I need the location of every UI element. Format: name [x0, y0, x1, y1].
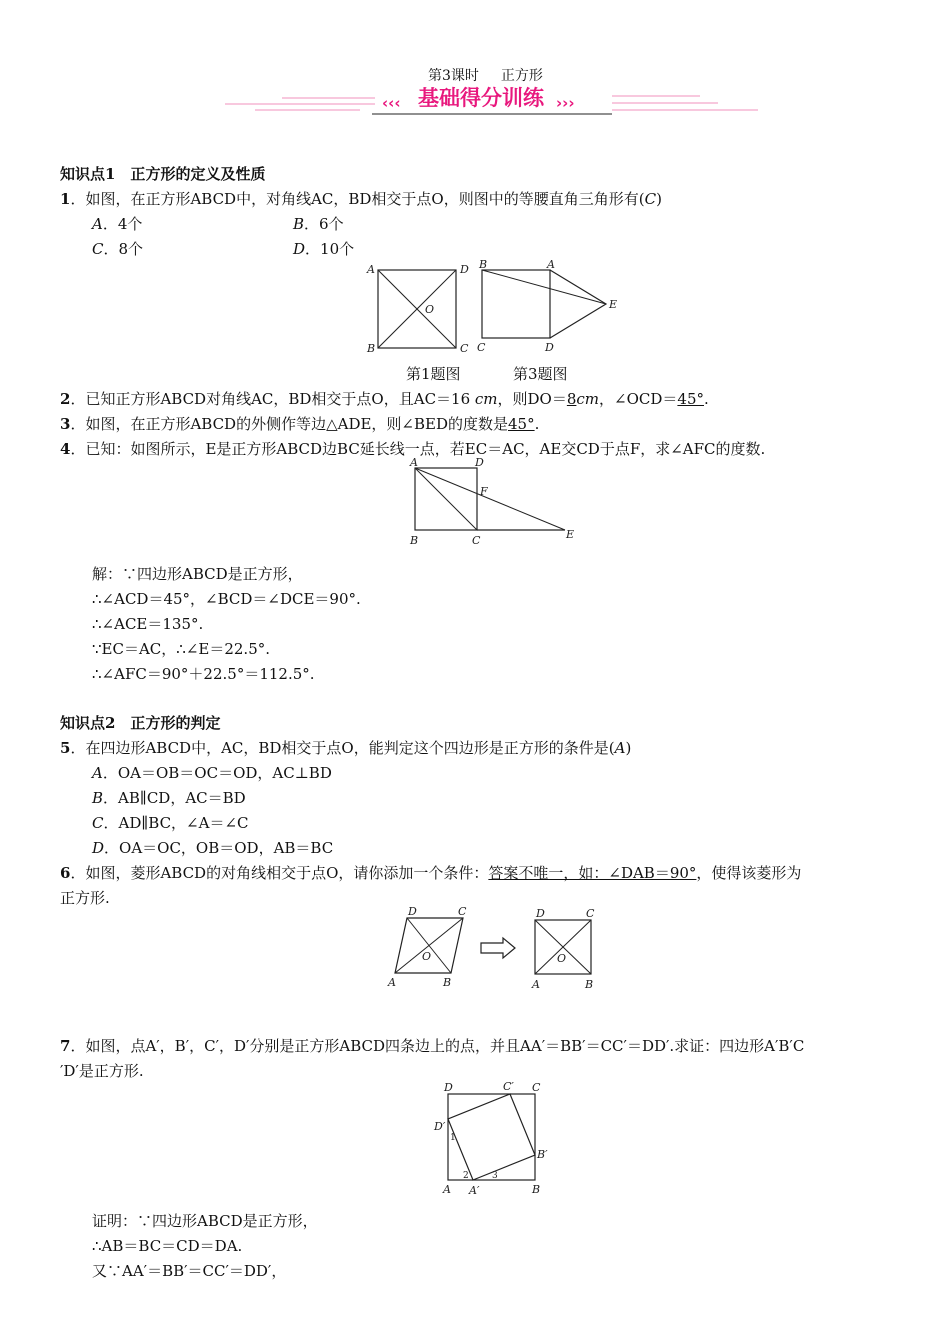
fig7-label-b1: B′ — [537, 1148, 548, 1161]
fig7-label-c: C — [532, 1081, 541, 1094]
q1-option-b: B．6个 — [293, 215, 344, 233]
q2-answer-1: 8 — [566, 390, 577, 408]
question-6-continued: 正方形. — [60, 889, 110, 907]
fig6-rhombus-label-o: O — [422, 950, 432, 963]
figure-1-caption: 第1题图 — [406, 365, 461, 383]
fig7-label-c1: C′ — [503, 1080, 514, 1093]
figure-1 — [360, 262, 480, 357]
q1-option-d: D．10个 — [293, 240, 355, 258]
fig3-label-d: D — [545, 341, 554, 354]
figure-3 — [472, 258, 627, 356]
question-2: 2．已知正方形ABCD对角线AC，BD相交于点O，且AC＝16 cm，则DO＝8cm，∠OCD＝45°. — [60, 390, 709, 408]
fig3-label-b: B — [479, 258, 488, 271]
fig6-square-label-d: D — [536, 907, 545, 920]
section-1-title: 知识点1 正方形的定义及性质 — [60, 165, 266, 183]
section-2-title: 知识点2 正方形的判定 — [60, 714, 221, 732]
fig7-label-b: B — [532, 1183, 541, 1196]
question-6: 6．如图，菱形ABCD的对角线相交于点O，请你添加一个条件：答案不唯一，如：∠DAB＝90°，使得该菱形为 — [60, 864, 802, 882]
fig1-label-c: C — [460, 342, 469, 355]
lesson-number: 第3课时 — [428, 68, 479, 84]
proof-line: ∴AB＝BC＝CD＝DA. — [92, 1237, 243, 1255]
question-4: 4．已知：如图所示，E是正方形ABCD边BC延长线一点，若EC＝AC，AE交CD于点F，求∠AFC的度数. — [60, 440, 766, 458]
fig6-square-label-o: O — [557, 952, 567, 965]
fig6-rhombus-label-a: A — [388, 976, 396, 989]
q1-option-a: A．4个 — [92, 215, 143, 233]
q3-answer: 45° — [508, 415, 535, 433]
figure-6 — [385, 902, 610, 994]
fig1-label-a: A — [367, 263, 375, 276]
fig4-label-f: F — [480, 485, 488, 498]
solution-line: ∴∠ACE＝135°. — [92, 615, 204, 633]
q5-option-a: A．OA＝OB＝OC＝OD，AC⊥BD — [92, 764, 332, 782]
figure-4 — [405, 456, 585, 548]
arrow-right-icon — [481, 938, 515, 958]
fig1-label-d: D — [460, 263, 469, 276]
fig6-square-label-b: B — [585, 978, 594, 991]
fig3-label-a: A — [547, 258, 555, 271]
q5-option-b: B．AB∥CD，AC＝BD — [92, 789, 246, 807]
fig7-angle-3: 3 — [492, 1171, 498, 1181]
fig6-rhombus-label-c: C — [458, 905, 467, 918]
question-7-continued: ′D′是正方形. — [60, 1062, 144, 1080]
fig7-label-d1: D′ — [434, 1120, 446, 1133]
figure-3-caption: 第3题图 — [513, 365, 568, 383]
solution-line: ∴∠AFC＝90°＋22.5°＝112.5°. — [92, 665, 315, 683]
q6-answer: 答案不唯一，如：∠DAB＝90° — [488, 864, 697, 882]
fig4-label-a: A — [410, 456, 418, 469]
question-5: 5．在四边形ABCD中，AC，BD相交于点O，能判定这个四边形是正方形的条件是(A) — [60, 739, 632, 757]
solution-line: ∵EC＝AC，∴∠E＝22.5°. — [92, 640, 271, 658]
banner-lines — [0, 0, 950, 130]
q1-answer: C — [644, 190, 657, 208]
chevron-right-icon: ››› — [556, 94, 575, 112]
fig4-label-d: D — [475, 456, 484, 469]
proof-line: 证明：∵四边形ABCD是正方形， — [92, 1212, 318, 1230]
proof-line: 又∵AA′＝BB′＝CC′＝DD′， — [92, 1262, 287, 1280]
q5-option-d: D．OA＝OC，OB＝OD，AB＝BC — [92, 839, 334, 857]
fig4-label-b: B — [410, 534, 419, 547]
chevron-left-icon: ‹‹‹ — [382, 94, 401, 112]
fig4-label-c: C — [472, 534, 481, 547]
fig7-angle-2: 2 — [463, 1171, 469, 1181]
banner-title: 基础得分训练 — [418, 86, 544, 110]
figure-7 — [430, 1078, 560, 1198]
fig1-label-b: B — [367, 342, 376, 355]
question-1: 1．如图，在正方形ABCD中，对角线AC，BD相交于点O，则图中的等腰直角三角形有(C) — [60, 190, 662, 208]
fig6-square-label-c: C — [586, 907, 595, 920]
fig1-label-o: O — [425, 303, 435, 316]
fig4-label-e: E — [566, 528, 575, 541]
q5-answer: A — [614, 739, 626, 757]
q2-answer-2: 45° — [677, 390, 704, 408]
fig7-angle-1: 1 — [450, 1133, 456, 1143]
fig3-label-e: E — [609, 298, 618, 311]
fig6-rhombus-label-b: B — [443, 976, 452, 989]
solution-line: ∴∠ACD＝45°，∠BCD＝∠DCE＝90°. — [92, 590, 361, 608]
question-7: 7．如图，点A′，B′，C′，D′分别是正方形ABCD四条边上的点，并且AA′＝BB′＝CC′＝DD′.求证：四边形A′B′C — [60, 1037, 805, 1055]
question-3: 3．如图，在正方形ABCD的外侧作等边△ADE，则∠BED的度数是45°. — [60, 415, 540, 433]
fig7-label-d: D — [444, 1081, 453, 1094]
solution-line: 解：∵四边形ABCD是正方形， — [92, 565, 303, 583]
fig6-rhombus-label-d: D — [408, 905, 417, 918]
fig6-square-label-a: A — [532, 978, 540, 991]
q1-option-c: C．8个 — [92, 240, 144, 258]
fig7-label-a1: A′ — [469, 1184, 480, 1197]
fig7-label-a: A — [443, 1183, 451, 1196]
q5-option-c: C．AD∥BC，∠A＝∠C — [92, 814, 249, 832]
fig3-label-c: C — [477, 341, 486, 354]
lesson-topic: 正方形 — [500, 68, 543, 84]
